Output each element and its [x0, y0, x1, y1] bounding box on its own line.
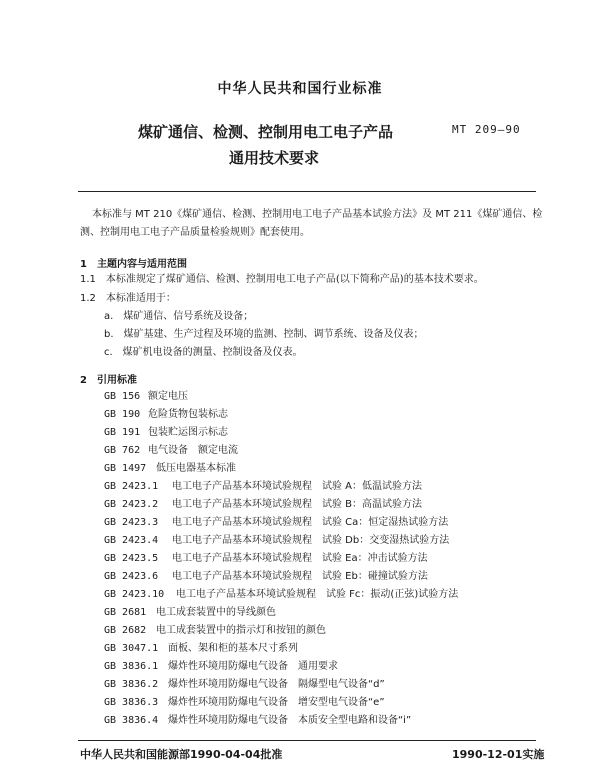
reference-title: 电工电子产品基本环境试验规程 试验 Db：交变湿热试验方法 — [172, 535, 450, 546]
reference-code: GB 1497 — [104, 463, 147, 474]
reference-code: GB 2423.5 — [104, 553, 159, 564]
reference-code: GB 2423.2 — [104, 499, 159, 510]
reference-code: GB 2423.10 — [104, 589, 165, 600]
reference-code: GB 2682 — [104, 625, 147, 636]
reference-title: 电工成套装置中的指示灯和按钮的颜色 — [156, 625, 326, 636]
reference-title: 电工电子产品基本环境试验规程 试验 A：低温试验方法 — [172, 481, 423, 492]
reference-title: 爆炸性环境用防爆电气设备 增安型电气设备“e” — [168, 697, 385, 708]
reference-item — [104, 607, 276, 619]
reference-item — [104, 481, 422, 493]
reference-item — [104, 535, 449, 547]
reference-title: 电气设备 额定电流 — [148, 445, 238, 456]
clause-1-2: 1.2 本标准适用于： — [80, 293, 176, 304]
reference-title: 爆炸性环境用防爆电气设备 隔爆型电气设备“d” — [168, 679, 385, 690]
reference-title: 爆炸性环境用防爆电气设备 本质安全型电路和设备“i” — [168, 715, 412, 726]
reference-title: 包装贮运图示标志 — [148, 427, 228, 438]
reference-item — [104, 391, 188, 403]
standard-code: MT 209—90 — [452, 123, 521, 136]
reference-code: GB 191 — [104, 427, 141, 438]
reference-code: GB 762 — [104, 445, 141, 456]
issuer-header: 中华人民共和国行业标准 — [217, 81, 383, 97]
section1-heading: 1 主题内容与适用范围 — [80, 259, 187, 270]
reference-code: GB 3047.1 — [104, 643, 159, 654]
reference-code: GB 3836.1 — [104, 661, 159, 672]
reference-code: GB 190 — [104, 409, 141, 420]
reference-title: 电工电子产品基本环境试验规程 试验 B：高温试验方法 — [172, 499, 423, 510]
reference-item — [104, 625, 326, 637]
reference-item — [104, 499, 422, 511]
reference-title: 电工电子产品基本环境试验规程 试验 Ea：冲击试验方法 — [172, 553, 428, 564]
approval-note: 中华人民共和国能源部1990-04-04批准 — [80, 748, 283, 761]
scope-item-b: b. 煤矿基建、生产过程及环境的监测、控制、调节系统、设备及仪表； — [104, 329, 424, 340]
reference-code: GB 2423.4 — [104, 535, 159, 546]
reference-item — [104, 571, 428, 583]
scope-item-c: c. 煤矿机电设备的测量、控制设备及仪表。 — [104, 347, 303, 358]
document-title-line1: 煤矿通信、检测、控制用电工电子产品 — [138, 123, 394, 141]
reference-item — [104, 463, 236, 475]
reference-code: GB 2423.3 — [104, 517, 159, 528]
reference-item — [104, 409, 228, 421]
reference-item — [104, 679, 385, 691]
reference-title: 面板、架和柜的基本尺寸系列 — [168, 643, 298, 654]
reference-code: GB 3836.4 — [104, 715, 159, 726]
reference-item — [104, 445, 238, 457]
reference-item — [104, 643, 298, 655]
scope-item-a: a. 煤矿通信、信号系统及设备； — [104, 311, 254, 322]
reference-item — [104, 661, 338, 673]
reference-code: GB 156 — [104, 391, 141, 402]
reference-title: 低压电器基本标准 — [156, 463, 236, 474]
implementation-date: 1990-12-01实施 — [452, 748, 545, 761]
section2-heading: 2 引用标准 — [80, 375, 137, 386]
reference-item — [104, 589, 458, 601]
intro-line1: 本标准与 MT 210《煤矿通信、检测、控制用电工电子产品基本试验方法》及 MT 211《煤矿通信、检 — [92, 209, 543, 220]
reference-title: 电工成套装置中的导线颜色 — [156, 607, 276, 618]
reference-title: 电工电子产品基本环境试验规程 试验 Ca：恒定湿热试验方法 — [172, 517, 449, 528]
reference-title: 电工电子产品基本环境试验规程 试验 Fc：振动(正弦)试验方法 — [176, 589, 459, 600]
reference-title: 爆炸性环境用防爆电气设备 通用要求 — [168, 661, 338, 672]
reference-code: GB 3836.3 — [104, 697, 159, 708]
header-divider — [78, 191, 536, 192]
reference-code: GB 2681 — [104, 607, 147, 618]
footer-divider — [78, 740, 536, 741]
reference-title: 危险货物包装标志 — [148, 409, 228, 420]
intro-line2: 测、控制用电工电子产品质量检验规则》配套使用。 — [80, 227, 310, 238]
reference-item — [104, 427, 228, 439]
clause-1-1: 1.1 本标准规定了煤矿通信、检测、控制用电工电子产品(以下简称产品)的基本技术要求。 — [80, 274, 484, 285]
reference-title: 额定电压 — [148, 391, 188, 402]
reference-title: 电工电子产品基本环境试验规程 试验 Eb：碰撞试验方法 — [172, 571, 428, 582]
reference-code: GB 3836.2 — [104, 679, 159, 690]
reference-code: GB 2423.1 — [104, 481, 159, 492]
document-title-line2: 通用技术要求 — [229, 149, 320, 167]
reference-code: GB 2423.6 — [104, 571, 159, 582]
reference-item — [104, 517, 448, 529]
reference-item — [104, 553, 428, 565]
reference-item — [104, 697, 385, 709]
reference-item — [104, 715, 411, 727]
